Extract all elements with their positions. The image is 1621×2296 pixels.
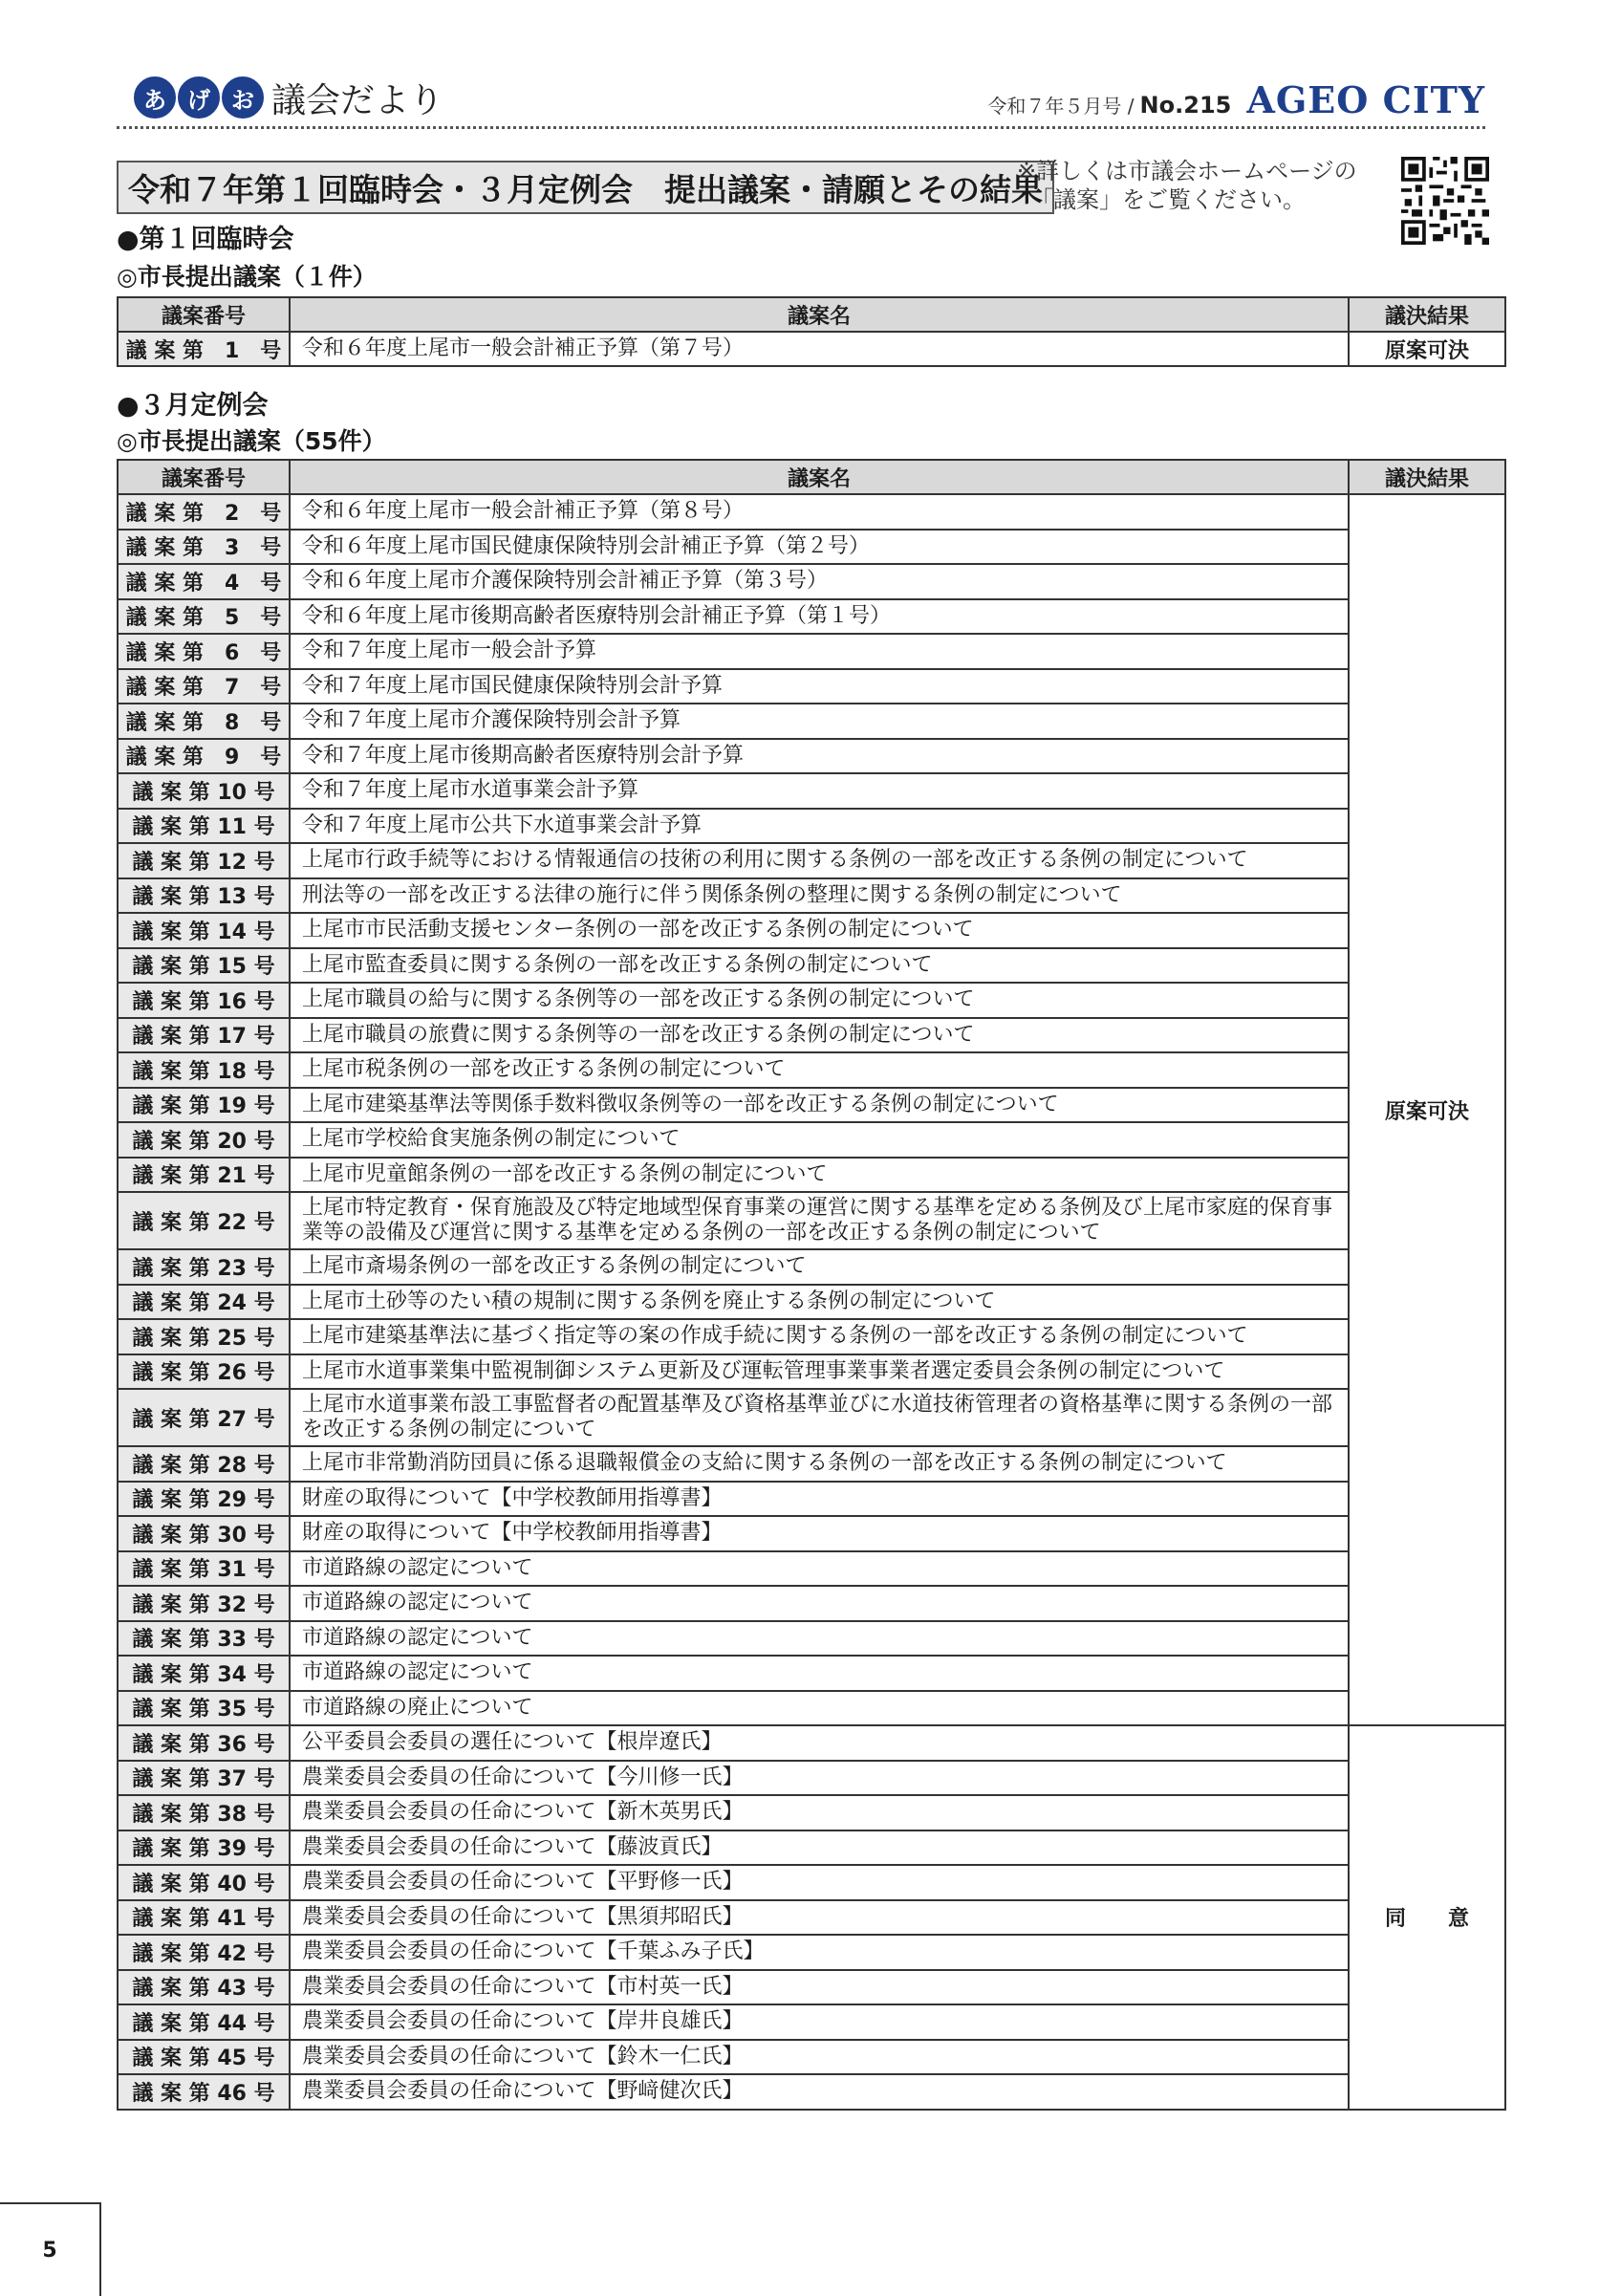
bill-number: 議 案 第 35 号 xyxy=(118,1691,290,1726)
bill-number: 議 案 第 30 号 xyxy=(118,1516,290,1551)
table-row xyxy=(118,599,1505,635)
bill-number: 議 案 第 42 号 xyxy=(118,1935,290,1970)
table-row xyxy=(118,1551,1505,1587)
bill-name: 上尾市非常勤消防団員に係る退職報償金の支給に関する条例の一部を改正する条例の制定について xyxy=(290,1446,1349,1482)
bill-name: 令和７年度上尾市公共下水道事業会計予算 xyxy=(290,809,1349,844)
table-row xyxy=(118,983,1505,1018)
col-header-name: 議案名 xyxy=(290,460,1349,494)
table-row xyxy=(118,530,1505,565)
bill-name: 令和７年度上尾市一般会計予算 xyxy=(290,634,1349,669)
table-row xyxy=(118,773,1505,809)
table-row xyxy=(118,878,1505,914)
bill-number: 議 案 第 12 号 xyxy=(118,843,290,878)
bill-name: 上尾市市民活動支援センター条例の一部を改正する条例の制定について xyxy=(290,913,1349,948)
col-header-number: 議案番号 xyxy=(118,460,290,494)
bill-number: 議 案 第 24 号 xyxy=(118,1285,290,1320)
table-row xyxy=(118,1725,1505,1761)
header-divider xyxy=(117,126,1485,129)
table-row xyxy=(118,1516,1505,1551)
bill-number: 議 案 第 31 号 xyxy=(118,1551,290,1587)
bill-number: 議 案 第 26 号 xyxy=(118,1354,290,1390)
issue-number: No.215 xyxy=(1139,92,1232,119)
bill-number: 議 案 第 36 号 xyxy=(118,1725,290,1761)
bill-number: 議 案 第 16 号 xyxy=(118,983,290,1018)
bill-number: 議 案 第 32 号 xyxy=(118,1586,290,1621)
section-heading-extra-session: ●第１回臨時会 xyxy=(117,225,294,254)
bill-name: 市道路線の認定について xyxy=(290,1656,1349,1691)
table-row xyxy=(118,1446,1505,1482)
col-header-result: 議決結果 xyxy=(1349,297,1505,332)
bill-name: 公平委員会委員の選任について【根岸遼氏】 xyxy=(290,1725,1349,1761)
bill-name: 上尾市土砂等のたい積の規制に関する条例を廃止する条例の制定について xyxy=(290,1285,1349,1320)
bill-number: 議 案 第 8 号 xyxy=(118,704,290,739)
bill-number: 議 案 第 6 号 xyxy=(118,634,290,669)
note-line-2: 「議案」をご覧ください。 xyxy=(1030,186,1306,213)
bill-name: 令和７年度上尾市水道事業会計予算 xyxy=(290,773,1349,809)
bill-name: 令和６年度上尾市一般会計補正予算（第８号） xyxy=(290,494,1349,530)
table-header-row xyxy=(118,460,1505,494)
table-row xyxy=(118,843,1505,878)
bill-number: 議 案 第 17 号 xyxy=(118,1018,290,1053)
bill-number: 議 案 第 13 号 xyxy=(118,878,290,914)
bill-name: 上尾市特定教育・保育施設及び特定地域型保育事業の運営に関する基準を定める条例及び上尾市家庭的保育事業等の設備及び運営に関する基準を定める条例の一部を改正する条例の制定について xyxy=(290,1192,1349,1249)
table-row xyxy=(118,332,1505,366)
bill-name: 上尾市水道事業布設工事監督者の配置基準及び資格基準並びに水道技術管理者の資格基準に関する条例の一部を改正する条例の制定について xyxy=(290,1389,1349,1446)
table-row xyxy=(118,1830,1505,1866)
table-row xyxy=(118,1319,1505,1354)
bill-number: 議 案 第 25 号 xyxy=(118,1319,290,1354)
bill-number: 議 案 第 20 号 xyxy=(118,1122,290,1158)
bill-name: 上尾市建築基準法に基づく指定等の案の作成手続に関する条例の一部を改正する条例の制定について xyxy=(290,1319,1349,1354)
bill-number: 議 案 第 38 号 xyxy=(118,1795,290,1830)
bill-name: 財産の取得について【中学校教師用指導書】 xyxy=(290,1482,1349,1517)
table-row xyxy=(118,948,1505,984)
bill-number: 議 案 第 41 号 xyxy=(118,1900,290,1936)
bill-number: 議 案 第 2 号 xyxy=(118,494,290,530)
table-row xyxy=(118,2004,1505,2040)
table-row xyxy=(118,1354,1505,1390)
table-row xyxy=(118,1285,1505,1320)
logo-char-1: あ xyxy=(134,76,176,119)
table-row xyxy=(118,1389,1505,1446)
table-row xyxy=(118,739,1505,774)
bill-number: 議 案 第 33 号 xyxy=(118,1621,290,1657)
table-row xyxy=(118,1935,1505,1970)
bill-number: 議 案 第 19 号 xyxy=(118,1088,290,1123)
bill-number: 議 案 第 3 号 xyxy=(118,530,290,565)
table-row xyxy=(118,1052,1505,1088)
col-header-name: 議案名 xyxy=(290,297,1349,332)
bill-name: 令和６年度上尾市国民健康保険特別会計補正予算（第２号） xyxy=(290,530,1349,565)
bill-name: 上尾市斎場条例の一部を改正する条例の制定について xyxy=(290,1249,1349,1285)
page-header xyxy=(117,71,1485,128)
bill-name: 農業委員会委員の任命について【黒須邦昭氏】 xyxy=(290,1900,1349,1936)
bill-name: 令和７年度上尾市介護保険特別会計予算 xyxy=(290,704,1349,739)
newsletter-logo xyxy=(134,73,443,122)
table-header-row xyxy=(118,297,1505,332)
table-row xyxy=(118,809,1505,844)
table-row xyxy=(118,1018,1505,1053)
bill-name: 上尾市児童館条例の一部を改正する条例の制定について xyxy=(290,1158,1349,1193)
table-row xyxy=(118,2040,1505,2075)
bill-name: 上尾市水道事業集中監視制御システム更新及び運転管理事業事業者選定委員会条例の制定について xyxy=(290,1354,1349,1390)
bill-number: 議 案 第 40 号 xyxy=(118,1865,290,1900)
bill-number: 議 案 第 5 号 xyxy=(118,599,290,635)
table-row xyxy=(118,1249,1505,1285)
table-row xyxy=(118,564,1505,599)
table-row xyxy=(118,1621,1505,1657)
bill-name: 上尾市監査委員に関する条例の一部を改正する条例の制定について xyxy=(290,948,1349,984)
bill-name: 令和７年度上尾市後期高齢者医療特別会計予算 xyxy=(290,739,1349,774)
table-row xyxy=(118,634,1505,669)
bill-name: 令和６年度上尾市介護保険特別会計補正予算（第３号） xyxy=(290,564,1349,599)
bill-result: 原案可決 xyxy=(1349,494,1505,1725)
bill-number: 議 案 第 37 号 xyxy=(118,1761,290,1796)
bill-number: 議 案 第 27 号 xyxy=(118,1389,290,1446)
table-row xyxy=(118,1656,1505,1691)
qr-code-icon[interactable] xyxy=(1401,157,1489,245)
bill-name: 刑法等の一部を改正する法律の施行に伴う関係条例の整理に関する条例の制定について xyxy=(290,878,1349,914)
bill-number: 議 案 第 15 号 xyxy=(118,948,290,984)
table-row xyxy=(118,1970,1505,2005)
bill-name: 市道路線の認定について xyxy=(290,1551,1349,1587)
bill-number: 議 案 第 39 号 xyxy=(118,1830,290,1866)
bill-number: 議 案 第 11 号 xyxy=(118,809,290,844)
table-row xyxy=(118,1865,1505,1900)
table-row xyxy=(118,1761,1505,1796)
bill-name: 上尾市建築基準法等関係手数料徴収条例等の一部を改正する条例の制定について xyxy=(290,1088,1349,1123)
page-title: 令和７年第１回臨時会・３月定例会 提出議案・請願とその結果 xyxy=(117,161,1054,214)
bill-name: 農業委員会委員の任命について【新木英男氏】 xyxy=(290,1795,1349,1830)
note-line-1: ※詳しくは市議会ホームページの xyxy=(1017,158,1357,184)
bill-number: 議 案 第 1 号 xyxy=(118,332,290,366)
bill-name: 令和６年度上尾市後期高齢者医療特別会計補正予算（第１号） xyxy=(290,599,1349,635)
bill-name: 農業委員会委員の任命について【岸井良雄氏】 xyxy=(290,2004,1349,2040)
bill-number: 議 案 第 45 号 xyxy=(118,2040,290,2075)
bill-name: 上尾市行政手続等における情報通信の技術の利用に関する条例の一部を改正する条例の制定について xyxy=(290,843,1349,878)
bill-name: 令和７年度上尾市国民健康保険特別会計予算 xyxy=(290,669,1349,704)
reference-note xyxy=(1017,157,1357,214)
bill-name: 農業委員会委員の任命について【市村英一氏】 xyxy=(290,1970,1349,2005)
bill-name: 農業委員会委員の任命について【藤波貢氏】 xyxy=(290,1830,1349,1866)
table-row xyxy=(118,1482,1505,1517)
city-name: AGEO CITY xyxy=(1246,78,1485,121)
bill-number: 議 案 第 18 号 xyxy=(118,1052,290,1088)
bill-name: 上尾市職員の旅費に関する条例等の一部を改正する条例の制定について xyxy=(290,1018,1349,1053)
issue-info xyxy=(987,78,1485,121)
logo-char-3: お xyxy=(222,76,264,119)
table-row xyxy=(118,669,1505,704)
bill-name: 市道路線の認定について xyxy=(290,1621,1349,1657)
bill-number: 議 案 第 21 号 xyxy=(118,1158,290,1193)
bill-name: 市道路線の認定について xyxy=(290,1586,1349,1621)
bill-name: 上尾市学校給食実施条例の制定について xyxy=(290,1122,1349,1158)
col-header-result: 議決結果 xyxy=(1349,460,1505,494)
bill-number: 議 案 第 23 号 xyxy=(118,1249,290,1285)
bill-number: 議 案 第 14 号 xyxy=(118,913,290,948)
bill-number: 議 案 第 9 号 xyxy=(118,739,290,774)
table-row xyxy=(118,1122,1505,1158)
table-row xyxy=(118,913,1505,948)
logo-text: 議会だより xyxy=(271,80,444,120)
table-row xyxy=(118,1158,1505,1193)
bill-number: 議 案 第 43 号 xyxy=(118,1970,290,2005)
bill-number: 議 案 第 34 号 xyxy=(118,1656,290,1691)
table-row xyxy=(118,1586,1505,1621)
logo-char-2: げ xyxy=(178,76,220,119)
bill-name: 令和６年度上尾市一般会計補正予算（第７号） xyxy=(290,332,1349,366)
bill-name: 財産の取得について【中学校教師用指導書】 xyxy=(290,1516,1349,1551)
bill-name: 農業委員会委員の任命について【千葉ふみ子氏】 xyxy=(290,1935,1349,1970)
bill-name: 農業委員会委員の任命について【平野修一氏】 xyxy=(290,1865,1349,1900)
table-row xyxy=(118,494,1505,530)
section-heading-march-session: ●３月定例会 xyxy=(117,391,269,421)
bill-name: 農業委員会委員の任命について【今川修一氏】 xyxy=(290,1761,1349,1796)
bill-number: 議 案 第 44 号 xyxy=(118,2004,290,2040)
page-number: 5 xyxy=(0,2202,101,2296)
bill-name: 上尾市税条例の一部を改正する条例の制定について xyxy=(290,1052,1349,1088)
table-row xyxy=(118,704,1505,739)
bill-result: 同 意 xyxy=(1349,1725,1505,2110)
col-header-number: 議案番号 xyxy=(118,297,290,332)
bills-table-march-session xyxy=(117,459,1506,2111)
bill-number: 議 案 第 7 号 xyxy=(118,669,290,704)
table-row xyxy=(118,2074,1505,2110)
bill-number: 議 案 第 22 号 xyxy=(118,1192,290,1249)
bills-table-extra-session xyxy=(117,296,1506,367)
table-row xyxy=(118,1900,1505,1936)
section-sub-mayor-bills-2: ◎市長提出議案（55件） xyxy=(117,427,386,455)
bill-name: 市道路線の廃止について xyxy=(290,1691,1349,1726)
bill-number: 議 案 第 29 号 xyxy=(118,1482,290,1517)
bill-name: 農業委員会委員の任命について【鈴木一仁氏】 xyxy=(290,2040,1349,2075)
section-sub-mayor-bills-1: ◎市長提出議案（１件） xyxy=(117,263,377,291)
bill-name: 上尾市職員の給与に関する条例等の一部を改正する条例の制定について xyxy=(290,983,1349,1018)
bill-number: 議 案 第 46 号 xyxy=(118,2074,290,2110)
table-row xyxy=(118,1795,1505,1830)
bill-number: 議 案 第 4 号 xyxy=(118,564,290,599)
issue-date: 令和７年５月号 / xyxy=(987,95,1135,118)
bill-result: 原案可決 xyxy=(1349,332,1505,366)
table-row xyxy=(118,1088,1505,1123)
bill-name: 農業委員会委員の任命について【野﨑健次氏】 xyxy=(290,2074,1349,2110)
table-row xyxy=(118,1192,1505,1249)
table-row xyxy=(118,1691,1505,1726)
bill-number: 議 案 第 28 号 xyxy=(118,1446,290,1482)
bill-number: 議 案 第 10 号 xyxy=(118,773,290,809)
